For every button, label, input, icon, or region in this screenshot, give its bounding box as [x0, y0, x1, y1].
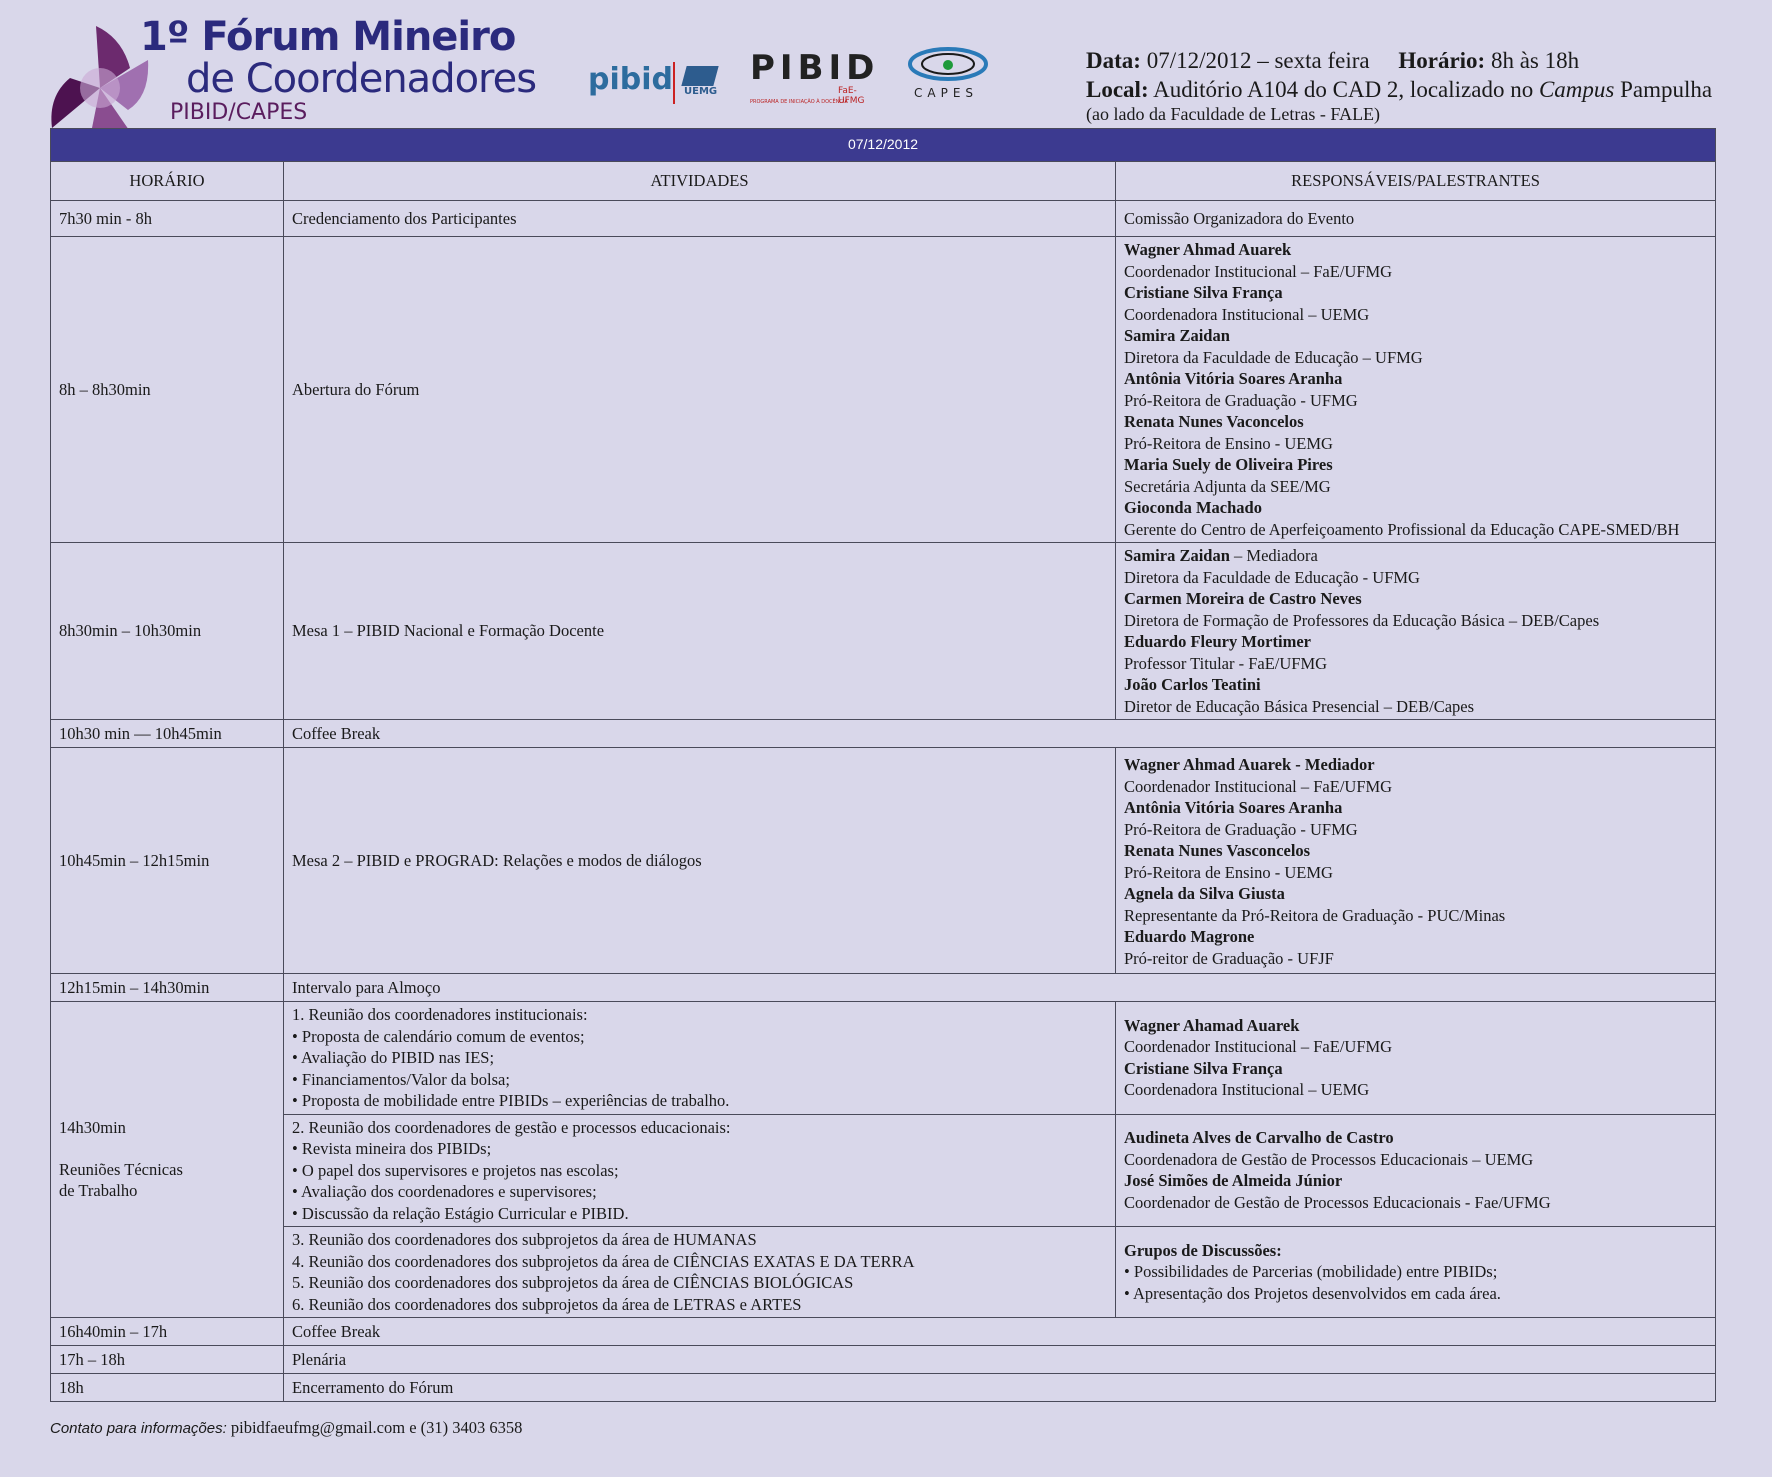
person-name: Wagner Ahmad Auarek	[1124, 240, 1292, 259]
col-atividades: ATIVIDADES	[284, 162, 1116, 201]
row-subtitle: de Trabalho	[59, 1181, 138, 1201]
person-role: Pró-Reitora de Graduação - UFMG	[1124, 390, 1358, 410]
local-note: (ao lado da Faculdade de Letras - FALE)	[1086, 104, 1381, 124]
person-name: Cristiane Silva França	[1124, 283, 1283, 302]
person-name: Gioconda Machado	[1124, 498, 1262, 517]
person-role: Coordenador de Gestão de Processos Educacionais - Fae/UFMG	[1124, 1192, 1551, 1212]
person-name: Renata Nunes Vaconcelos	[1124, 412, 1304, 431]
person-name: Cristiane Silva França	[1124, 1058, 1283, 1078]
person-name-line	[1124, 545, 1707, 567]
activity-line: 1. Reunião dos coordenadores institucionais:	[292, 1005, 588, 1024]
activity-line: • Proposta de calendário comum de eventos;	[292, 1026, 585, 1046]
person-name: Carmen Moreira de Castro Neves	[1124, 589, 1362, 608]
forum-title-line2: de Coordenadores	[186, 56, 537, 102]
table-row	[51, 1227, 1716, 1318]
activity-line: 4. Reunião dos coordenadores dos subprojetos da área de CIÊNCIAS EXATAS E DA TERRA	[292, 1251, 915, 1271]
table-row	[51, 748, 1716, 974]
person-name: Agnela da Silva Giusta	[1124, 884, 1285, 903]
date-bar-text: 07/12/2012	[51, 129, 1716, 162]
local-value-pre: Auditório A104 do CAD 2, localizado no	[1153, 77, 1539, 102]
person-name: Eduardo Magrone	[1124, 927, 1255, 946]
col-horario: HORÁRIO	[51, 162, 284, 201]
person-role: Coordenadora de Gestão de Processos Educacionais – UEMG	[1124, 1149, 1534, 1169]
spacer	[59, 1139, 275, 1159]
table-row	[51, 720, 1716, 748]
person-name: Renata Nunes Vasconcelos	[1124, 841, 1311, 860]
capes-label: CAPES	[914, 86, 979, 100]
data-label: Data:	[1086, 48, 1141, 73]
activity-line: • Avaliação dos coordenadores e supervisores;	[292, 1182, 597, 1201]
activity-line: • O papel dos supervisores e projetos nas escolas;	[292, 1160, 619, 1180]
event-local-line	[1086, 75, 1766, 104]
activity-line: • Avaliação do PIBID nas IES;	[292, 1048, 495, 1067]
activity-line: 5. Reunião dos coordenadores dos subprojetos da área de CIÊNCIAS BIOLÓGICAS	[292, 1273, 854, 1292]
row-time: 18h	[51, 1374, 284, 1402]
row-time: 8h – 8h30min	[51, 237, 284, 543]
row-time: 10h30 min — 10h45min	[51, 720, 284, 748]
person-name: Audineta Alves de Carvalho de Castro	[1124, 1128, 1394, 1148]
row-time: 12h15min – 14h30min	[51, 974, 284, 1002]
person-name: Eduardo Fleury Mortimer	[1124, 632, 1311, 651]
person-name: José Simões de Almeida Júnior	[1124, 1171, 1343, 1191]
event-info	[1086, 46, 1766, 124]
activity-line: 3. Reunião dos coordenadores dos subprojetos da área de HUMANAS	[292, 1230, 757, 1249]
row-time: 7h30 min - 8h	[51, 201, 284, 237]
person-role: Pró-Reitora de Ensino - UEMG	[1124, 433, 1333, 453]
schedule-table	[50, 128, 1716, 1402]
person-role: Representante da Pró-Reitora de Graduação - PUC/Minas	[1124, 905, 1506, 925]
fae-ufmg-label: FaE-UFMG	[838, 86, 865, 106]
table-row	[51, 1374, 1716, 1402]
date-bar	[51, 129, 1716, 162]
local-value-campus: Campus	[1538, 77, 1615, 102]
capes-logo-icon	[906, 44, 990, 84]
person-role: Coordenador Institucional – FaE/UFMG	[1124, 261, 1393, 281]
col-responsaveis: RESPONSÁVEIS/PALESTRANTES	[1116, 162, 1716, 201]
person-role: Diretora de Formação de Professores da Educação Básica – DEB/Capes	[1124, 610, 1600, 630]
discussion-line: • Apresentação dos Projetos desenvolvidos em cada área.	[1124, 1283, 1501, 1303]
uemg-logo	[684, 66, 720, 102]
row-time: 8h30min – 10h30min	[51, 543, 284, 720]
discussion-line: • Possibilidades de Parcerias (mobilidade) entre PIBIDs;	[1124, 1262, 1498, 1282]
person-role: Coordenador Institucional – FaE/UFMG	[1124, 776, 1393, 796]
person-name: Samira Zaidan	[1124, 326, 1230, 345]
table-row	[51, 974, 1716, 1002]
table-row	[51, 1318, 1716, 1346]
row-activity: Coffee Break	[284, 1318, 1716, 1346]
row-time: 10h45min – 12h15min	[51, 748, 284, 974]
person-role: Diretora da Faculdade de Educação – UFMG	[1124, 347, 1423, 367]
pibid-program-label: PROGRAMA DE INICIAÇÃO À DOCÊNCIA	[750, 99, 848, 105]
person-name: João Carlos Teatini	[1124, 675, 1261, 694]
person-role: Professor Titular - FaE/UFMG	[1124, 653, 1328, 673]
row-time: 16h40min – 17h	[51, 1318, 284, 1346]
row-activity	[284, 1114, 1116, 1227]
discussion-title: Grupos de Discussões:	[1124, 1240, 1282, 1260]
forum-title-line1: 1º Fórum Mineiro	[140, 14, 516, 60]
row-activity: Intervalo para Almoço	[284, 974, 1716, 1002]
person-name: Maria Suely de Oliveira Pires	[1124, 455, 1333, 474]
local-value-post: Pampulha	[1614, 77, 1713, 102]
row-responsible	[1116, 748, 1716, 974]
row-activity: Coffee Break	[284, 720, 1716, 748]
person-name: Wagner Ahamad Auarek	[1124, 1015, 1300, 1035]
row-activity: Plenária	[284, 1346, 1716, 1374]
row-activity: Mesa 1 – PIBID Nacional e Formação Docente	[284, 543, 1116, 720]
person-role: Secretária Adjunta da SEE/MG	[1124, 476, 1331, 496]
activity-line: • Discussão da relação Estágio Curricular e PIBID.	[292, 1203, 629, 1223]
person-role: Coordenadora Institucional – UEMG	[1124, 304, 1370, 324]
local-label: Local:	[1086, 77, 1149, 102]
row-activity: Encerramento do Fórum	[284, 1374, 1716, 1402]
row-subtitle: Reuniões Técnicas	[59, 1159, 183, 1179]
row-time: 17h – 18h	[51, 1346, 284, 1374]
table-row	[51, 237, 1716, 543]
table-row	[51, 1002, 1716, 1115]
event-date-line	[1086, 46, 1766, 75]
person-role: Pró-Reitora de Ensino - UEMG	[1124, 862, 1333, 882]
contact-label: Contato para informações:	[50, 1420, 227, 1437]
table-row	[51, 1114, 1716, 1227]
row-responsible	[1116, 1002, 1716, 1115]
activity-line: • Financiamentos/Valor da bolsa;	[292, 1069, 510, 1089]
activity-line: 2. Reunião dos coordenadores de gestão e processos educacionais:	[292, 1117, 731, 1137]
pibid-fae-label: PIBID	[750, 48, 880, 88]
person-role: Gerente do Centro de Aperfeiçoamento Profissional da Educação CAPE-SMED/BH	[1124, 519, 1680, 539]
row-responsible	[1116, 543, 1716, 720]
row-activity	[284, 1227, 1116, 1318]
uemg-label: UEMG	[684, 86, 718, 97]
person-name-suffix: – Mediadora	[1229, 546, 1318, 565]
data-value: 07/12/2012 – sexta feira	[1146, 48, 1370, 73]
person-name: Antônia Vitória Soares Aranha	[1124, 369, 1343, 388]
uemg-icon	[681, 66, 718, 86]
row-activity	[284, 1002, 1116, 1115]
horario-value: 8h às 18h	[1490, 48, 1580, 73]
activity-line: • Revista mineira dos PIBIDs;	[292, 1139, 492, 1158]
table-row	[51, 543, 1716, 720]
person-role: Coordenadora Institucional – UEMG	[1124, 1080, 1370, 1100]
row-time	[51, 1002, 284, 1318]
person-role: Diretor de Educação Básica Presencial – DEB/Capes	[1124, 696, 1475, 716]
person-name: Wagner Ahmad Auarek - Mediador	[1124, 755, 1375, 774]
table-header-row	[51, 162, 1716, 201]
person-role: Pró-Reitora de Graduação - UFMG	[1124, 819, 1358, 839]
horario-label: Horário:	[1398, 48, 1486, 73]
row-responsible: Comissão Organizadora do Evento	[1116, 201, 1716, 237]
pibid-fae-logo	[750, 48, 880, 106]
row-activity: Credenciamento dos Participantes	[284, 201, 1116, 237]
row-responsible	[1116, 237, 1716, 543]
table-row	[51, 1346, 1716, 1374]
person-name: Antônia Vitória Soares Aranha	[1124, 798, 1343, 817]
row-time-value: 14h30min	[59, 1118, 126, 1138]
person-role: Coordenador Institucional – FaE/UFMG	[1124, 1037, 1393, 1057]
person-role: Pró-reitor de Graduação - UFJF	[1124, 948, 1334, 968]
contact-info	[50, 1418, 522, 1438]
row-responsible	[1116, 1114, 1716, 1227]
row-activity: Abertura do Fórum	[284, 237, 1116, 543]
person-role: Diretora da Faculdade de Educação - UFMG	[1124, 567, 1420, 587]
logo-divider	[673, 62, 675, 104]
row-activity: Mesa 2 – PIBID e PROGRAD: Relações e modos de diálogos	[284, 748, 1116, 974]
table-row	[51, 201, 1716, 237]
pibid-logo: pibid	[588, 62, 673, 97]
activity-line: • Proposta de mobilidade entre PIBIDs – experiências de trabalho.	[292, 1091, 730, 1110]
contact-value: pibidfaeufmg@gmail.com e (31) 3403 6358	[230, 1418, 523, 1437]
forum-title-line3: PIBID/CAPES	[170, 100, 308, 125]
person-name: Samira Zaidan	[1124, 546, 1230, 565]
page-header	[0, 0, 1772, 128]
activity-line: 6. Reunião dos coordenadores dos subprojetos da área de LETRAS e ARTES	[292, 1294, 802, 1314]
row-responsible	[1116, 1227, 1716, 1318]
